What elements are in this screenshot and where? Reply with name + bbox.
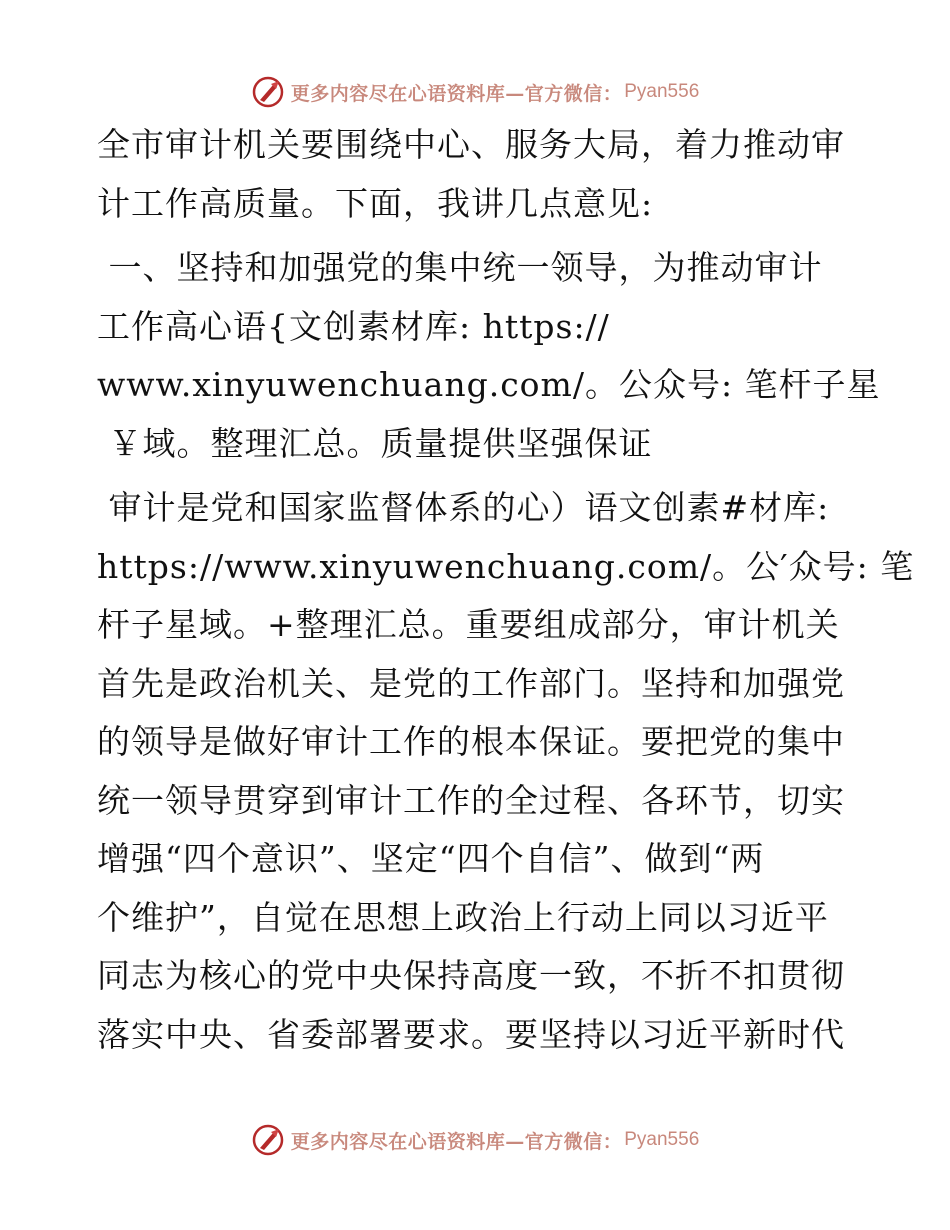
text-line: 统一领导贯穿到审计工作的全过程、各环节，切实 — [97, 780, 845, 820]
text-line: 落实中央、省委部署要求。要坚持以习近平新时代 — [97, 1014, 845, 1054]
text-line: 个维护”，自觉在思想上政治上行动上同以习近平 — [97, 897, 829, 937]
text-line: 全市审计机关要围绕中心、服务大局，着力推动审 — [97, 125, 845, 164]
text-line: 增强“四个意识”、坚定“四个自信”、做到“两 — [97, 839, 765, 878]
banner-wechat-id: Pyan556 — [624, 81, 700, 102]
red-quill-seal-icon — [251, 1123, 285, 1157]
document-body — [97, 116, 915, 1064]
text-line: 计工作高质量。下面，我讲几点意见: — [97, 183, 654, 223]
text-line: 杆子星域。+整理汇总。重要组成部分，审计机关 — [97, 605, 840, 644]
banner-wechat-id: Pyan556 — [624, 1129, 700, 1150]
section-heading-line: 工作高心语{文创素材库: https:// — [97, 306, 610, 346]
footer-watermark-banner — [0, 1120, 950, 1160]
section-heading-line: 一、坚持和加强党的集中统一领导，为推动审计 — [97, 248, 823, 287]
section-heading-line: www.xinyuwenchuang.com/。公众号: 笔杆子星 — [97, 365, 881, 404]
text-line: 同志为核心的党中央保持高度一致，不折不扣贯彻 — [97, 956, 845, 995]
banner-text: 更多内容尽在心语资料库—官方微信： — [290, 1130, 623, 1153]
section-heading-line: ￥域。整理汇总。质量提供坚强保证 — [97, 423, 653, 463]
red-quill-seal-icon — [251, 75, 285, 109]
text-line: 审计是党和国家监督体系的心）语文创素#材库: — [97, 488, 830, 527]
text-line: https://www.xinyuwenchuang.com/。公′众号: 笔 — [97, 546, 915, 586]
header-watermark-banner — [0, 72, 950, 112]
text-line: 的领导是做好审计工作的根本保证。要把党的集中 — [97, 722, 845, 761]
banner-text: 更多内容尽在心语资料库—官方微信： — [290, 82, 623, 105]
text-line: 首先是政治机关、是党的工作部门。坚持和加强党 — [97, 663, 845, 703]
